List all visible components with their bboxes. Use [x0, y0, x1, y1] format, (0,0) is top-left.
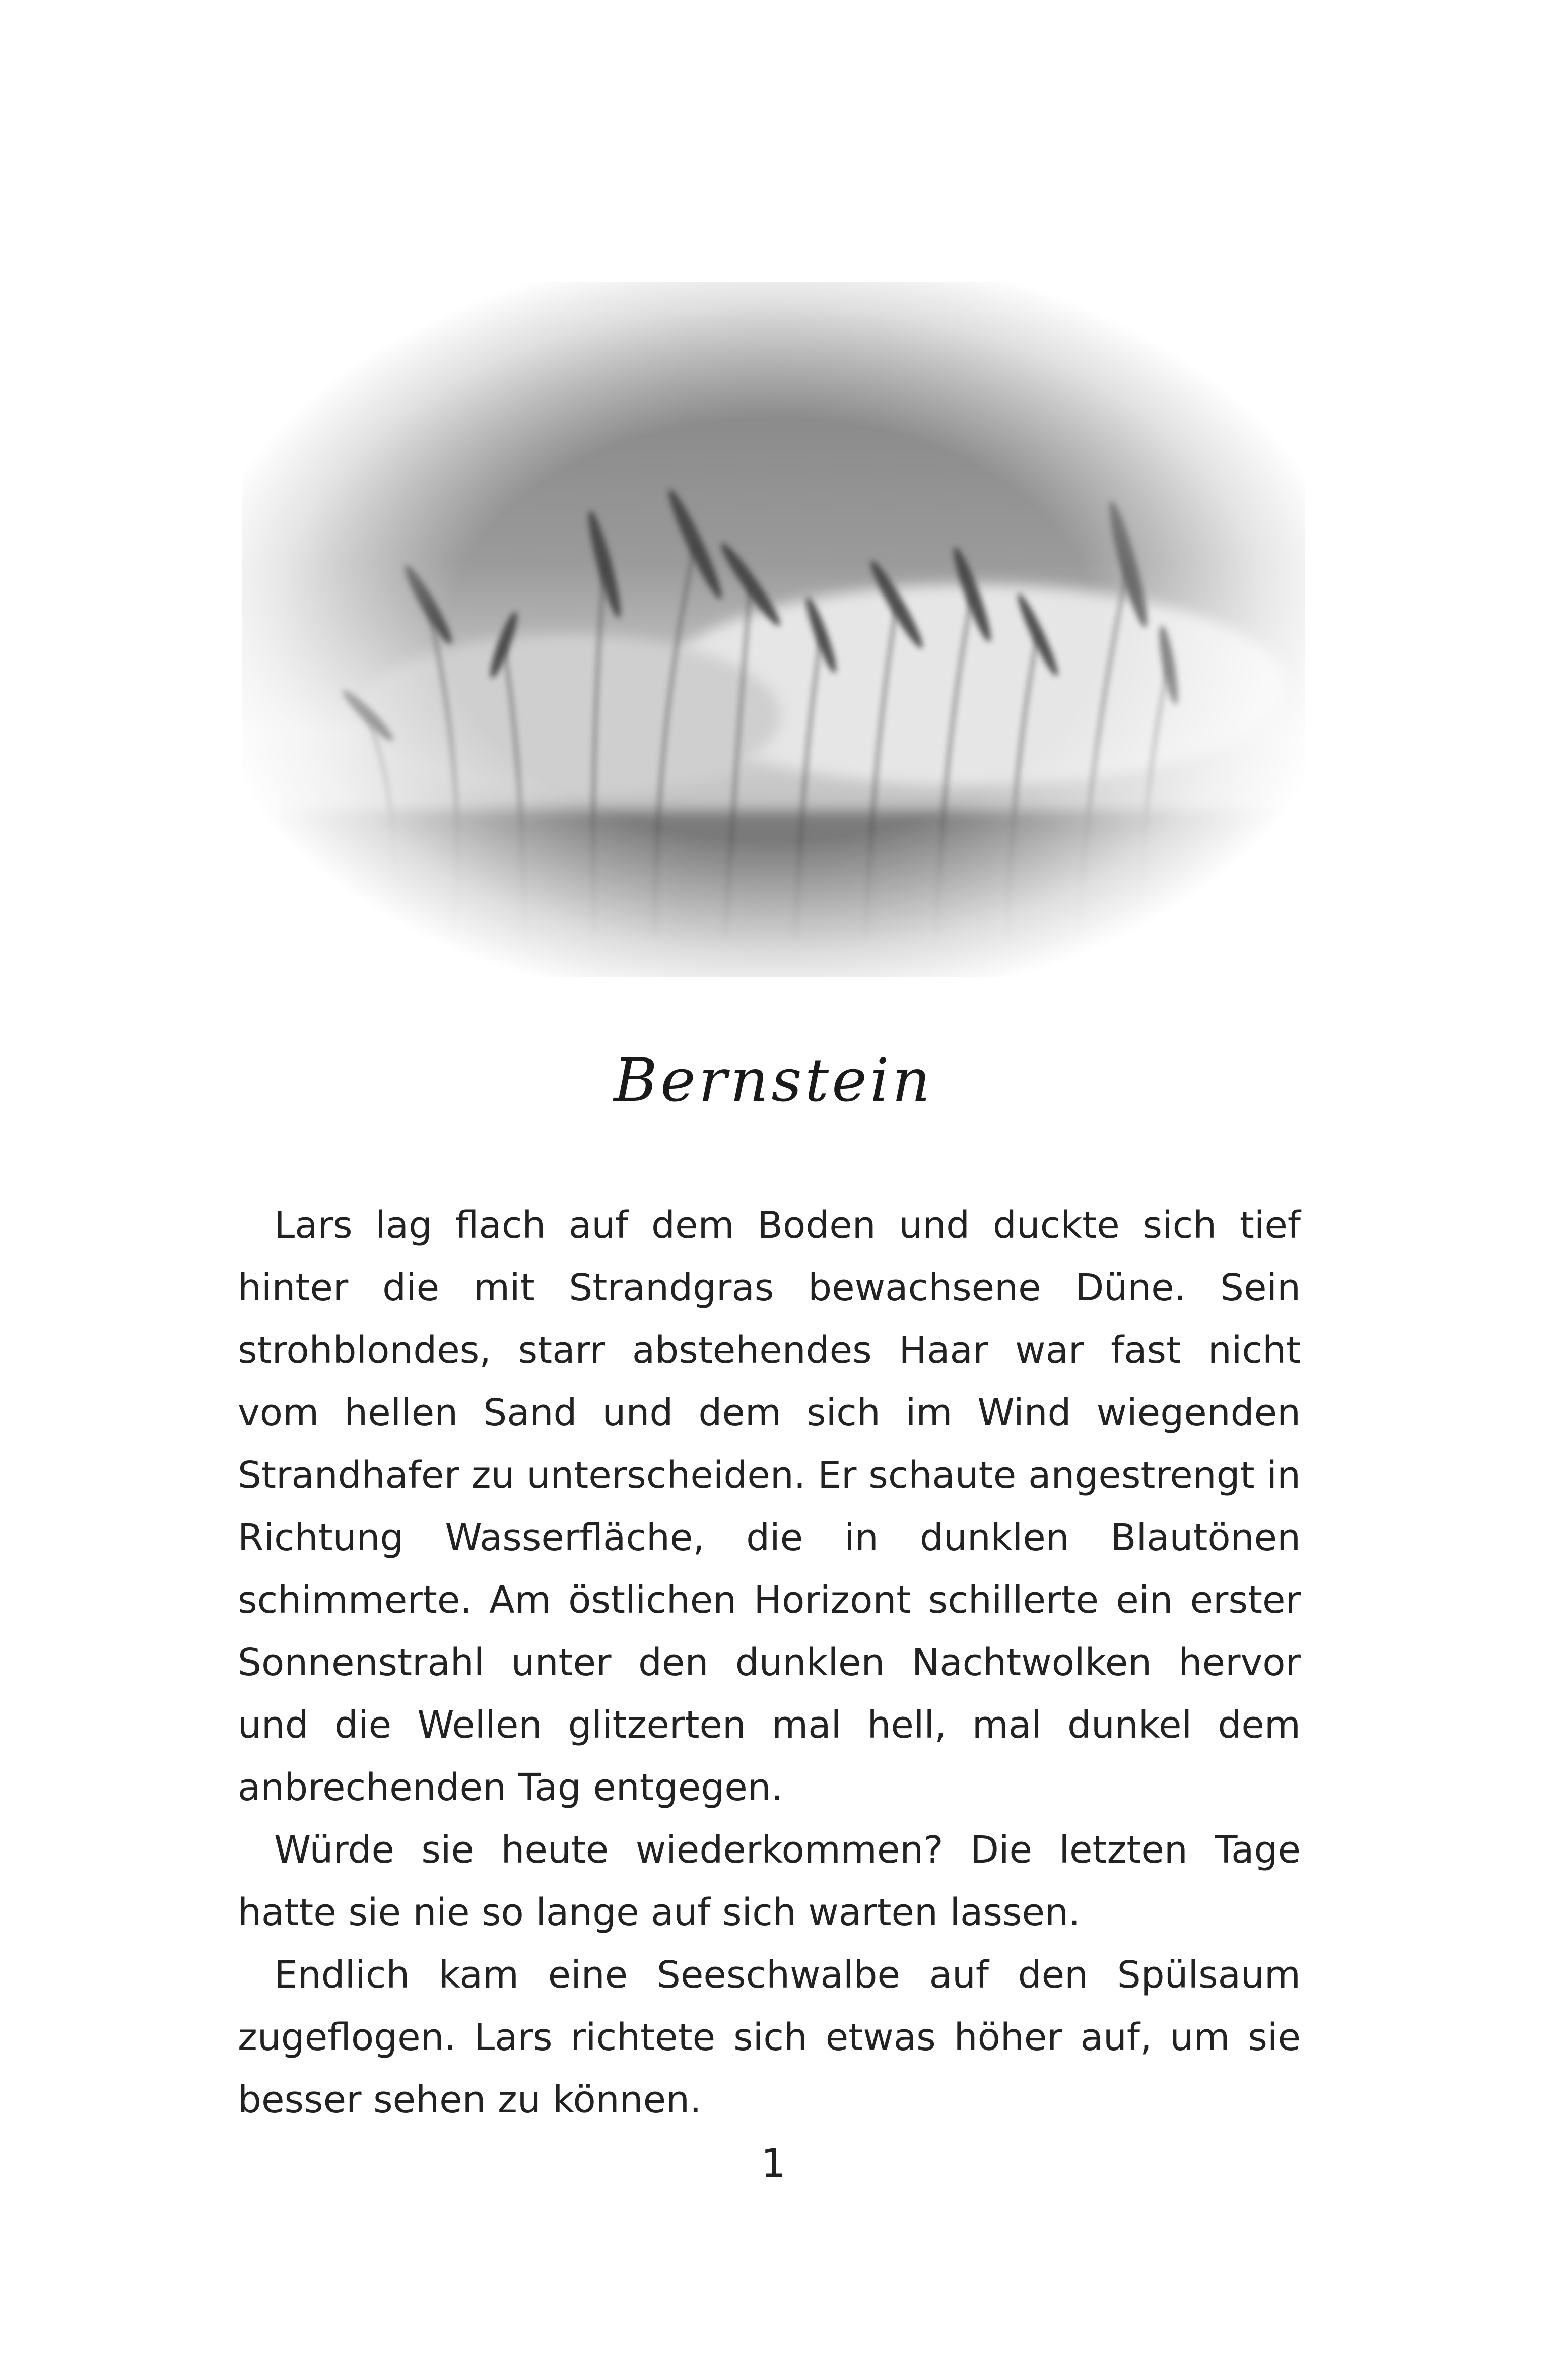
page-number: 1 — [761, 2141, 786, 2187]
chapter-title: Bernstein — [614, 1045, 933, 1115]
paragraph: Lars lag flach auf dem Boden und duckte sich tief hinter die mit Strandgras bewachsene Düne. Sein strohblondes, starr abstehendes Haar war fast nicht vom hellen Sand und dem sich im Wind wiegenden Strandhafer zu unterscheiden. Er schaute angestrengt in Richtung Wasserfläche, die in dunklen Blautönen schimmerte. Am östlichen Horizont schillerte ein erster Sonnenstrahl unter den dunklen Nachtwolken hervor und die Wellen glitzerten mal hell, mal dunkel dem anbrechenden Tag entgegen. — [238, 1204, 1301, 1809]
chapter-body — [238, 1194, 1301, 2131]
paragraph: Endlich kam eine Seeschwalbe auf den Spülsaum zugeflogen. Lars richtete sich etwas höher auf, um sie besser sehen zu können. — [238, 1953, 1301, 2122]
beach-grass-photo — [242, 282, 1305, 977]
paragraph: Würde sie heute wiederkommen? Die letzten Tage hatte sie nie so lange auf sich warten lassen. — [238, 1828, 1301, 1934]
